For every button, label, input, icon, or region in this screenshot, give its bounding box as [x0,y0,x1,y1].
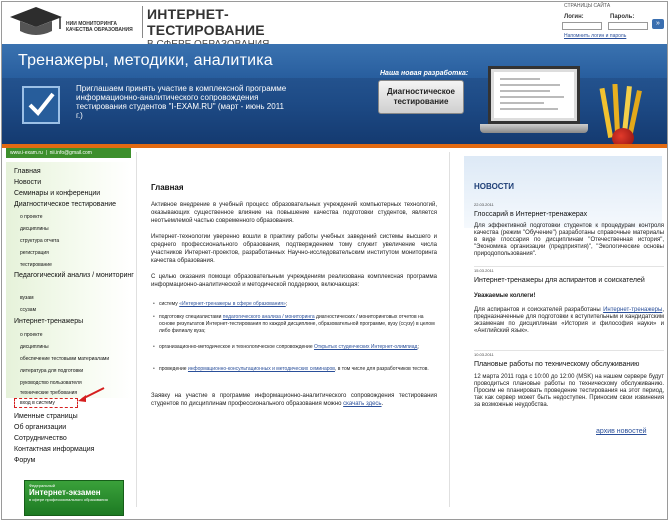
site-title [142,6,317,38]
login-section-title: СТРАНИЦЫ САЙТА [564,3,611,9]
site-link[interactable]: www.i-exam.ru [10,150,43,156]
program-bullet [159,314,435,335]
download-link[interactable]: скачать здесь [343,401,382,407]
banner-slogan: Тренажеры, методики, аналитика [18,52,273,69]
bullet-text: подготовку специалистами [159,314,223,320]
apple-image [612,128,634,144]
checkmark-icon [22,86,60,124]
sidebar-nav [6,162,134,502]
contacts-strip: www.i-exam.ru | nii.info@gmail.com [6,148,131,158]
bullet-text: диагностических / мониторинговых отчетов на основе результатов Интернет-тестирования по каждой дисциплине, образовательной программе, вузу (ссузу) в целом либо филиалу вуза; [159,314,435,334]
sidebar-subitem[interactable]: о проекте [20,332,43,338]
bullet-text: ; [285,301,288,307]
news-item-text: Для эффективной подготовки студентов к процедурам контроля качества (режим "Обучение") разработаны справочные материалы в виде глоссария по дисциплинам "Отечественная история", "Экономика организации (предприятия)", "Экологические основы природопользования". [474,223,664,257]
news-item-title[interactable]: Глоссарий в Интернет-тренажерах [474,211,588,218]
sidebar-subitem[interactable]: литература для подготовки [20,368,84,374]
news-date: 22.03.2011 [474,202,494,207]
main-content [136,152,450,507]
olympiads-link[interactable]: Открытых студенческих Интернет-олимпиад [314,344,418,350]
remind-password-link[interactable]: Напомнить логин и пароль [564,33,627,39]
news-item-title[interactable]: Интернет-тренажеры для аспирантов и соискателей [474,277,645,284]
password-label: Пароль: [610,14,635,20]
promo-banner [2,44,668,144]
application-paragraph [151,392,437,408]
login-form [542,3,667,41]
bullet-text: ; [417,344,419,350]
sidebar-item-cooperation[interactable]: Сотрудничество [14,435,67,442]
sidebar-item-login-system[interactable]: вход в систему [20,400,55,406]
sidebar-item-diagnostic[interactable]: Диагностическое тестирование [14,201,117,208]
news-date: 15.03.2011 [474,268,494,273]
news-date: 10.03.2011 [474,352,494,357]
federal-exam-banner[interactable] [24,480,124,516]
bullet-text: систему [159,301,180,307]
pedagogical-analysis-link[interactable]: педагогического анализа / мониторинга [222,314,315,320]
bullet-text: проведение [159,366,188,372]
sidebar-subitem[interactable]: структура отчета [20,238,60,244]
news-text-part: Для аспирантов и соискателей разработаны [474,307,604,313]
sidebar-subitem[interactable]: регистрация [20,250,49,256]
news-text-part: , предназначенные для подготовки к вступительным и кандидатским экзаменам по дисциплинам «История и философия науки» и «Английский язык». [474,307,664,334]
sidebar-subitem[interactable]: технические требования [20,390,78,396]
sidebar-subitem[interactable]: о проекте [20,214,43,220]
sidebar-item-news[interactable]: Новости [14,179,42,186]
news-divider [474,350,664,351]
arrow-icon [76,386,106,404]
page-frame [1,1,668,520]
news-title: НОВОСТИ [474,182,515,191]
sidebar-item-trainers[interactable]: Интернет-тренажеры [14,318,84,325]
banner-invite-text: Приглашаем принять участие в комплексной программе информационно-аналитического сопровождения тестирования студентов "I-EXAM.RU" (март - июнь 2011 г.) [76,84,287,120]
site-title-main: ИНТЕРНЕТ-ТЕСТИРОВАНИЕ [147,6,265,38]
logo-text: НИИ МОНИТОРИНГА КАЧЕСТВА ОБРАЗОВАНИЯ [66,21,133,33]
program-bullet [159,301,435,308]
sidebar-subitem[interactable]: дисциплины [20,226,49,232]
sidebar-item-home[interactable]: Главная [14,168,41,175]
news-item-text: 12 марта 2011 года с 10:00 до 12:00 (MSK) на нашем сервере будут проводиться плановые работы по техническому обслуживанию. Просим не планировать проведение тестирования на этот период, так как сервер может быть недоступен. Приносим свои извинения за возможные неудобства. [474,374,664,408]
news-column [460,152,666,507]
sidebar-highlight [6,162,131,398]
page-title: Главная [151,183,184,192]
internet-tech-paragraph: Интернет-технологии уверенно вошли в практику работы учебных заведений системы высшего и среднего профессионального образования, подтверждением тому служит увеличение числа участников Интернет-проектов, разработанных Научно-исследовательским институтом мониторинга качества образования. [151,234,437,264]
news-archive-link[interactable]: архив новостей [596,428,647,435]
application-text: Заявку на участие в программе информационно-аналитического сопровождения тестирования студентов по дисциплинам профессионального образования можно [151,393,437,407]
sidebar-item-named-pages[interactable]: Именные страницы [14,413,78,420]
sidebar-item-contacts[interactable]: Контактная информация [14,446,95,453]
news-item-lead: Уважаемые коллеги! [474,293,536,299]
news-item-text [474,307,664,335]
sidebar-subitem[interactable]: ссузам [20,307,37,313]
news-divider [474,266,664,267]
trainers-link[interactable]: «Интернет-тренажеры в сфере образования» [179,301,286,307]
federal-exam-line2: Интернет-экзамен [29,488,101,497]
login-label: Логин: [564,14,584,20]
sidebar-item-forum[interactable]: Форум [14,457,36,464]
program-paragraph: С целью оказания помощи образовательным учреждениям реализована комплексная программа информационно-аналитической и методической поддержки, включающая: [151,274,437,288]
login-submit-button[interactable]: » [652,19,664,29]
federal-exam-line1: Федеральный [29,483,55,488]
sidebar-subitem[interactable]: тестирование [20,262,52,268]
logo[interactable] [8,5,136,39]
sidebar-item-pedagogical[interactable]: Педагогический анализ / мониторинг [14,272,134,279]
sidebar-subitem[interactable]: вузам [20,295,34,301]
login-input[interactable] [562,22,602,30]
program-bullet [159,366,435,373]
email-link[interactable]: nii.info@gmail.com [49,150,92,156]
news-item-title[interactable]: Плановые работы по техническому обслуживанию [474,361,640,368]
laptop-image [480,66,588,136]
password-input[interactable] [608,22,648,30]
news-trainers-link[interactable]: Интернет-тренажеры [603,307,663,313]
sidebar-subitem[interactable]: обеспечение тестовыми материалами [20,356,110,362]
federal-exam-line3: в сфере профессионального образования [29,497,108,502]
login-system-highlight [14,398,78,408]
intro-paragraph: Активное внедрение в учебный процесс образовательных учреждений компьютерных технологий, оказывающих существенное влияние на повышение качества подготовки студентов, является неотъемлемой частью современного образования. [151,202,437,224]
new-development-label: Наша новая разработка: [380,70,469,77]
bullet-text: , в том числе для разработчиков тестов. [334,366,429,372]
bullet-text: организационно-методическое и технологическое сопровождение [159,344,315,350]
application-text: . [381,401,384,407]
program-bullet [159,344,435,351]
sidebar-item-seminars[interactable]: Семинары и конференции [14,190,101,197]
sidebar-item-about[interactable]: Об организации [14,424,67,431]
sidebar-subitem[interactable]: дисциплины [20,344,49,350]
seminars-link[interactable]: информационно-консультационных и методических семинаров [187,366,335,372]
site-header [2,2,668,44]
diagnostic-testing-button[interactable]: Диагностическое тестирование [378,80,464,114]
sidebar-subitem[interactable]: руководство пользователя [20,380,82,386]
graduation-cap-icon [8,5,64,37]
